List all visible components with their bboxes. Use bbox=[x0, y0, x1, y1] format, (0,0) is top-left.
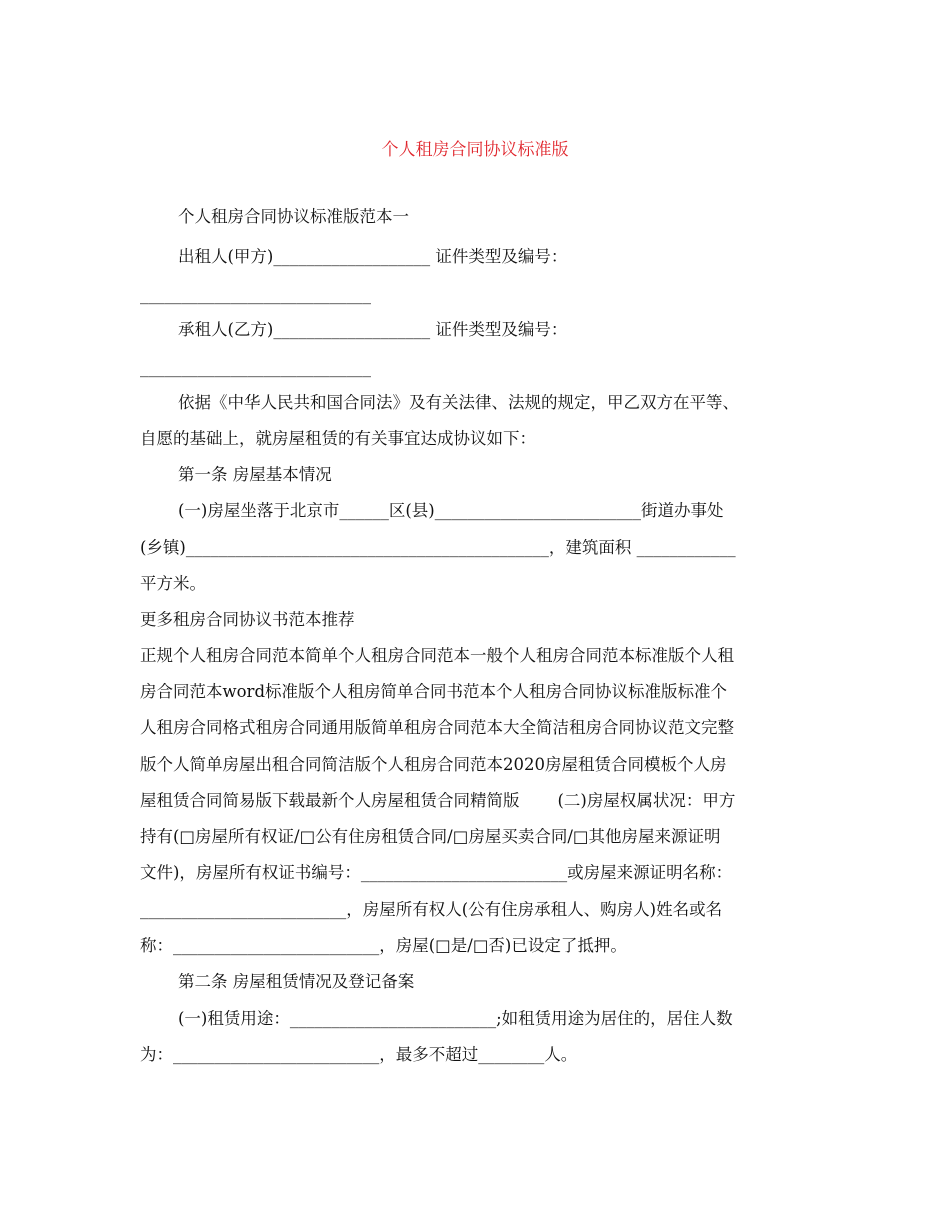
article-1-line: (一)房屋坐落于北京市______区(县)_________________________街道办事处 bbox=[178, 501, 724, 520]
recommend-link-line[interactable] bbox=[140, 718, 820, 738]
recommend-link-line[interactable] bbox=[140, 755, 820, 775]
document-title: 个人租房合同协议标准版 bbox=[381, 140, 569, 160]
ownership-line: 持有(□房屋所有权证/□公有住房租赁合同/□房屋买卖合同/□其他房屋来源证明 bbox=[140, 827, 721, 846]
article-1-heading: 第一条 房屋基本情况 bbox=[178, 465, 332, 484]
intro-paragraph-line: 自愿的基础上，就房屋租赁的有关事宜达成协议如下： bbox=[140, 429, 536, 448]
article-1-line: (乡镇)____________________________________________，建筑面积 ____________ bbox=[140, 538, 736, 557]
intro-paragraph-line: 依据《中华人民共和国合同法》及有关法律、法规的规定，甲乙双方在平等、 bbox=[178, 393, 739, 412]
recommend-link-line[interactable] bbox=[140, 791, 820, 811]
article-2-heading: 第二条 房屋租赁情况及登记备案 bbox=[178, 972, 415, 991]
ownership-heading: (二)房屋权属状况：甲方 bbox=[557, 791, 736, 810]
recommend-link[interactable]: 房合同范本word标准版个人租房简单合同书范本个人租房合同协议标准版标准个 bbox=[140, 682, 728, 701]
recommend-link[interactable]: 正规个人租房合同范本简单个人租房合同范本一般个人租房合同范本标准版个人租 bbox=[140, 646, 734, 665]
recommend-link[interactable]: 屋租赁合同简易版下载最新个人房屋租赁合同精简版 bbox=[140, 791, 520, 810]
more-templates-heading: 更多租房合同协议书范本推荐 bbox=[140, 610, 355, 629]
lessee-blank: ____________________________ bbox=[140, 358, 371, 377]
ownership-line: 文件)，房屋所有权证书编号：_________________________或房屋来源证明名称： bbox=[140, 863, 733, 882]
article-2-line: (一)租赁用途：_________________________;如租赁用途为居住的，居住人数 bbox=[178, 1009, 733, 1028]
recommend-link[interactable]: 版个人简单房屋出租合同简洁版个人租房合同范本2020房屋租赁合同模板个人房 bbox=[140, 755, 727, 774]
ownership-line: 称：_________________________，房屋(□是/□否)已设定了抵押。 bbox=[140, 936, 627, 955]
lessee-line: 承租人(乙方)___________________ 证件类型及编号： bbox=[178, 320, 568, 339]
recommend-link-line[interactable] bbox=[140, 682, 820, 702]
recommend-link-line[interactable] bbox=[140, 646, 820, 666]
article-1-line: 平方米。 bbox=[140, 574, 206, 593]
article-2-line: 为：_________________________，最多不超过________人。 bbox=[140, 1045, 578, 1064]
recommend-link[interactable]: 人租房合同格式租房合同通用版简单租房合同范本大全简洁租房合同协议范文完整 bbox=[140, 718, 734, 737]
lessor-line: 出租人(甲方)___________________ 证件类型及编号： bbox=[178, 247, 568, 266]
ownership-line: _________________________，房屋所有权人(公有住房承租人、购房人)姓名或名 bbox=[140, 900, 723, 919]
subtitle: 个人租房合同协议标准版范本一 bbox=[178, 207, 409, 226]
lessor-blank: ____________________________ bbox=[140, 285, 371, 304]
